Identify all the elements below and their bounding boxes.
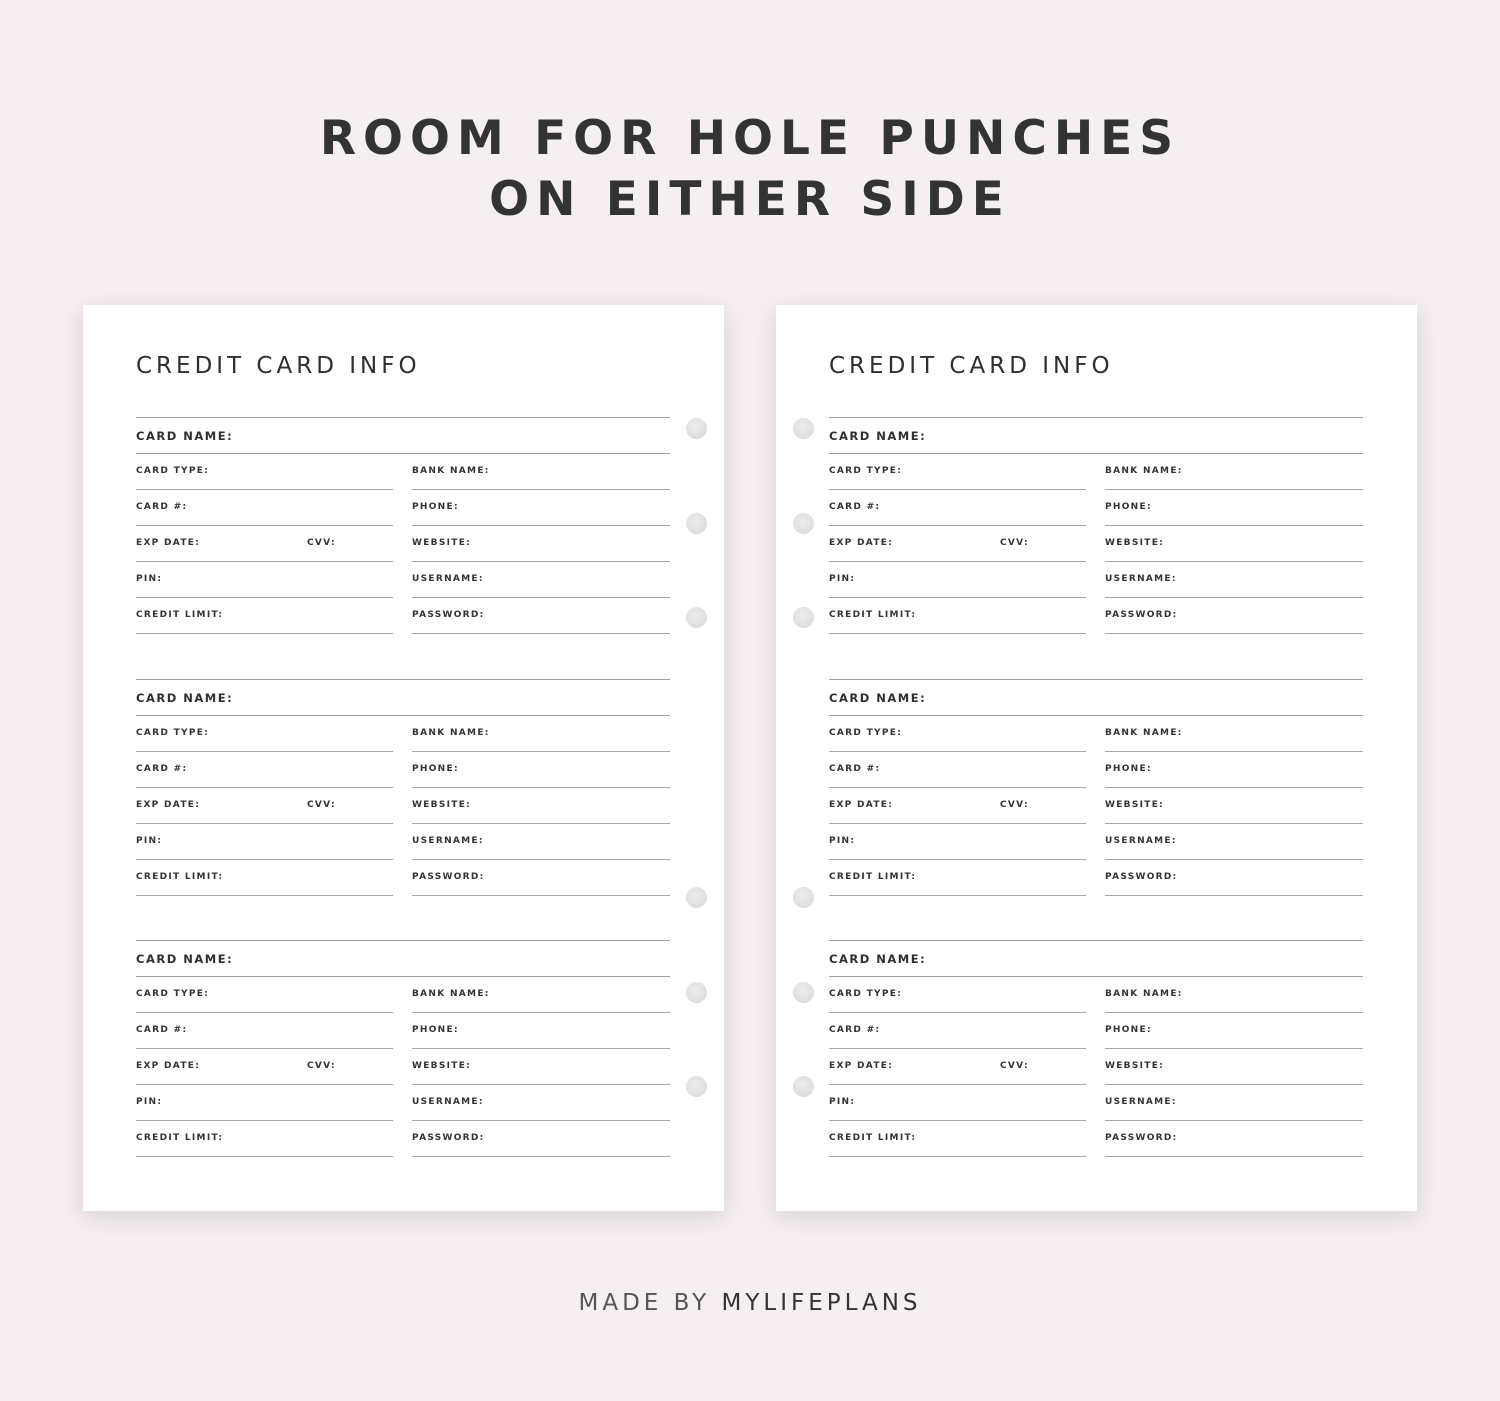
username-label: USERNAME: — [412, 574, 484, 584]
card-type-label: CARD TYPE: — [829, 466, 903, 476]
pin-label: PIN: — [829, 574, 856, 584]
card-number-label: CARD #: — [829, 502, 881, 512]
website-label: WEBSITE: — [412, 538, 472, 548]
field-right — [412, 752, 670, 788]
pin-label: PIN: — [136, 1097, 163, 1107]
footer-credit — [0, 1290, 1500, 1316]
bank-name-label: BANK NAME: — [412, 989, 490, 999]
headline-line-2: ON EITHER SIDE — [489, 172, 1011, 227]
website-label: WEBSITE: — [412, 800, 472, 810]
phone-label: PHONE: — [1105, 502, 1152, 512]
field-left — [829, 752, 1086, 788]
hole-punch-icon — [793, 513, 814, 534]
field-right — [1105, 562, 1363, 598]
pin-label: PIN: — [829, 1097, 856, 1107]
password-label: PASSWORD: — [412, 1133, 485, 1143]
field-right — [1105, 598, 1363, 634]
exp-date-label: EXP DATE: — [136, 800, 201, 810]
card-number-label: CARD #: — [136, 502, 188, 512]
phone-label: PHONE: — [412, 1025, 459, 1035]
website-label: WEBSITE: — [1105, 538, 1165, 548]
exp-date-label: EXP DATE: — [136, 1061, 201, 1071]
hole-punch-icon — [686, 887, 707, 908]
credit-limit-label: CREDIT LIMIT: — [829, 610, 917, 620]
field-right — [1105, 752, 1363, 788]
card-name-top-rule — [829, 417, 1363, 418]
website-label: WEBSITE: — [1105, 1061, 1165, 1071]
field-left — [136, 562, 393, 598]
card-name-top-rule — [136, 417, 670, 418]
field-left — [136, 526, 393, 562]
bank-name-label: BANK NAME: — [1105, 728, 1183, 738]
field-left — [829, 1085, 1086, 1121]
field-right — [412, 1013, 670, 1049]
exp-date-label: EXP DATE: — [136, 538, 201, 548]
field-right — [1105, 454, 1363, 490]
hole-punch-icon — [686, 1076, 707, 1097]
field-left — [136, 1049, 393, 1085]
hole-punch-icon — [686, 513, 707, 534]
field-right — [412, 860, 670, 896]
credit-limit-label: CREDIT LIMIT: — [136, 610, 224, 620]
field-right — [412, 454, 670, 490]
sheet-title: CREDIT CARD INFO — [136, 353, 421, 379]
pin-label: PIN: — [829, 836, 856, 846]
field-left — [829, 562, 1086, 598]
field-right — [1105, 788, 1363, 824]
pin-label: PIN: — [136, 574, 163, 584]
field-right — [1105, 1049, 1363, 1085]
footer-made-by: MADE BY — [578, 1290, 711, 1316]
username-label: USERNAME: — [1105, 836, 1177, 846]
card-entry-block — [136, 940, 670, 1158]
bank-name-label: BANK NAME: — [1105, 466, 1183, 476]
cvv-label: CVV: — [307, 800, 336, 810]
field-left — [136, 752, 393, 788]
field-left — [829, 860, 1086, 896]
field-left — [136, 1013, 393, 1049]
password-label: PASSWORD: — [1105, 1133, 1178, 1143]
field-right — [412, 490, 670, 526]
field-right — [412, 526, 670, 562]
field-right — [1105, 490, 1363, 526]
card-name-label: CARD NAME: — [829, 429, 927, 443]
card-number-label: CARD #: — [829, 764, 881, 774]
field-right — [412, 1049, 670, 1085]
field-right — [412, 977, 670, 1013]
password-label: PASSWORD: — [1105, 872, 1178, 882]
credit-limit-label: CREDIT LIMIT: — [829, 872, 917, 882]
phone-label: PHONE: — [1105, 1025, 1152, 1035]
card-name-top-rule — [136, 940, 670, 941]
bank-name-label: BANK NAME: — [412, 466, 490, 476]
field-right — [412, 1085, 670, 1121]
field-right — [1105, 977, 1363, 1013]
password-label: PASSWORD: — [412, 610, 485, 620]
card-number-label: CARD #: — [136, 764, 188, 774]
cvv-label: CVV: — [1000, 538, 1029, 548]
card-entry-block — [829, 417, 1363, 635]
card-entry-block — [136, 679, 670, 897]
hole-punch-icon — [686, 607, 707, 628]
card-number-label: CARD #: — [136, 1025, 188, 1035]
field-right — [1105, 860, 1363, 896]
cvv-label: CVV: — [1000, 800, 1029, 810]
field-left — [136, 860, 393, 896]
field-left — [829, 824, 1086, 860]
field-left — [136, 490, 393, 526]
exp-date-label: EXP DATE: — [829, 538, 894, 548]
field-left — [829, 490, 1086, 526]
field-right — [1105, 1013, 1363, 1049]
field-right — [1105, 526, 1363, 562]
credit-limit-label: CREDIT LIMIT: — [829, 1133, 917, 1143]
field-left — [829, 716, 1086, 752]
bank-name-label: BANK NAME: — [1105, 989, 1183, 999]
sheet-title: CREDIT CARD INFO — [829, 353, 1114, 379]
field-left — [829, 788, 1086, 824]
card-name-top-rule — [136, 679, 670, 680]
exp-date-label: EXP DATE: — [829, 800, 894, 810]
field-left — [829, 1013, 1086, 1049]
field-right — [1105, 824, 1363, 860]
username-label: USERNAME: — [1105, 1097, 1177, 1107]
card-number-label: CARD #: — [829, 1025, 881, 1035]
phone-label: PHONE: — [1105, 764, 1152, 774]
field-right — [412, 824, 670, 860]
field-right — [1105, 1085, 1363, 1121]
phone-label: PHONE: — [412, 502, 459, 512]
field-left — [829, 454, 1086, 490]
username-label: USERNAME: — [412, 1097, 484, 1107]
card-name-label: CARD NAME: — [829, 691, 927, 705]
field-right — [412, 562, 670, 598]
footer-brand: MYLIFEPLANS — [721, 1290, 922, 1316]
card-entry-block — [829, 679, 1363, 897]
exp-date-label: EXP DATE: — [829, 1061, 894, 1071]
field-left — [136, 1085, 393, 1121]
hole-punch-icon — [793, 887, 814, 908]
field-left — [136, 716, 393, 752]
bank-name-label: BANK NAME: — [412, 728, 490, 738]
field-right — [1105, 716, 1363, 752]
planner-sheet-right — [776, 305, 1417, 1211]
card-name-label: CARD NAME: — [136, 691, 234, 705]
hole-punch-icon — [793, 418, 814, 439]
field-right — [412, 716, 670, 752]
card-entry-block — [136, 417, 670, 635]
card-type-label: CARD TYPE: — [136, 728, 210, 738]
hole-punch-icon — [793, 607, 814, 628]
card-name-top-rule — [829, 940, 1363, 941]
card-type-label: CARD TYPE: — [136, 466, 210, 476]
credit-limit-label: CREDIT LIMIT: — [136, 872, 224, 882]
field-left — [136, 454, 393, 490]
field-left — [136, 788, 393, 824]
card-type-label: CARD TYPE: — [829, 989, 903, 999]
card-type-label: CARD TYPE: — [829, 728, 903, 738]
pin-label: PIN: — [136, 836, 163, 846]
hole-punch-icon — [793, 1076, 814, 1097]
card-entry-block — [829, 940, 1363, 1158]
phone-label: PHONE: — [412, 764, 459, 774]
card-name-label: CARD NAME: — [829, 952, 927, 966]
hole-punch-icon — [686, 982, 707, 1003]
field-left — [829, 1121, 1086, 1157]
cvv-label: CVV: — [1000, 1061, 1029, 1071]
field-left — [136, 824, 393, 860]
field-left — [136, 1121, 393, 1157]
hole-punch-icon — [793, 982, 814, 1003]
website-label: WEBSITE: — [412, 1061, 472, 1071]
planner-sheet-left — [83, 305, 724, 1211]
field-left — [136, 598, 393, 634]
website-label: WEBSITE: — [1105, 800, 1165, 810]
field-left — [829, 598, 1086, 634]
username-label: USERNAME: — [412, 836, 484, 846]
field-right — [412, 788, 670, 824]
cvv-label: CVV: — [307, 1061, 336, 1071]
headline-line-1: ROOM FOR HOLE PUNCHES — [319, 111, 1181, 166]
password-label: PASSWORD: — [412, 872, 485, 882]
headline — [0, 108, 1500, 230]
username-label: USERNAME: — [1105, 574, 1177, 584]
field-right — [412, 1121, 670, 1157]
card-name-top-rule — [829, 679, 1363, 680]
card-type-label: CARD TYPE: — [136, 989, 210, 999]
password-label: PASSWORD: — [1105, 610, 1178, 620]
hole-punch-icon — [686, 418, 707, 439]
card-name-label: CARD NAME: — [136, 429, 234, 443]
cvv-label: CVV: — [307, 538, 336, 548]
field-left — [136, 977, 393, 1013]
field-left — [829, 977, 1086, 1013]
field-left — [829, 526, 1086, 562]
credit-limit-label: CREDIT LIMIT: — [136, 1133, 224, 1143]
field-left — [829, 1049, 1086, 1085]
card-name-label: CARD NAME: — [136, 952, 234, 966]
field-right — [412, 598, 670, 634]
field-right — [1105, 1121, 1363, 1157]
